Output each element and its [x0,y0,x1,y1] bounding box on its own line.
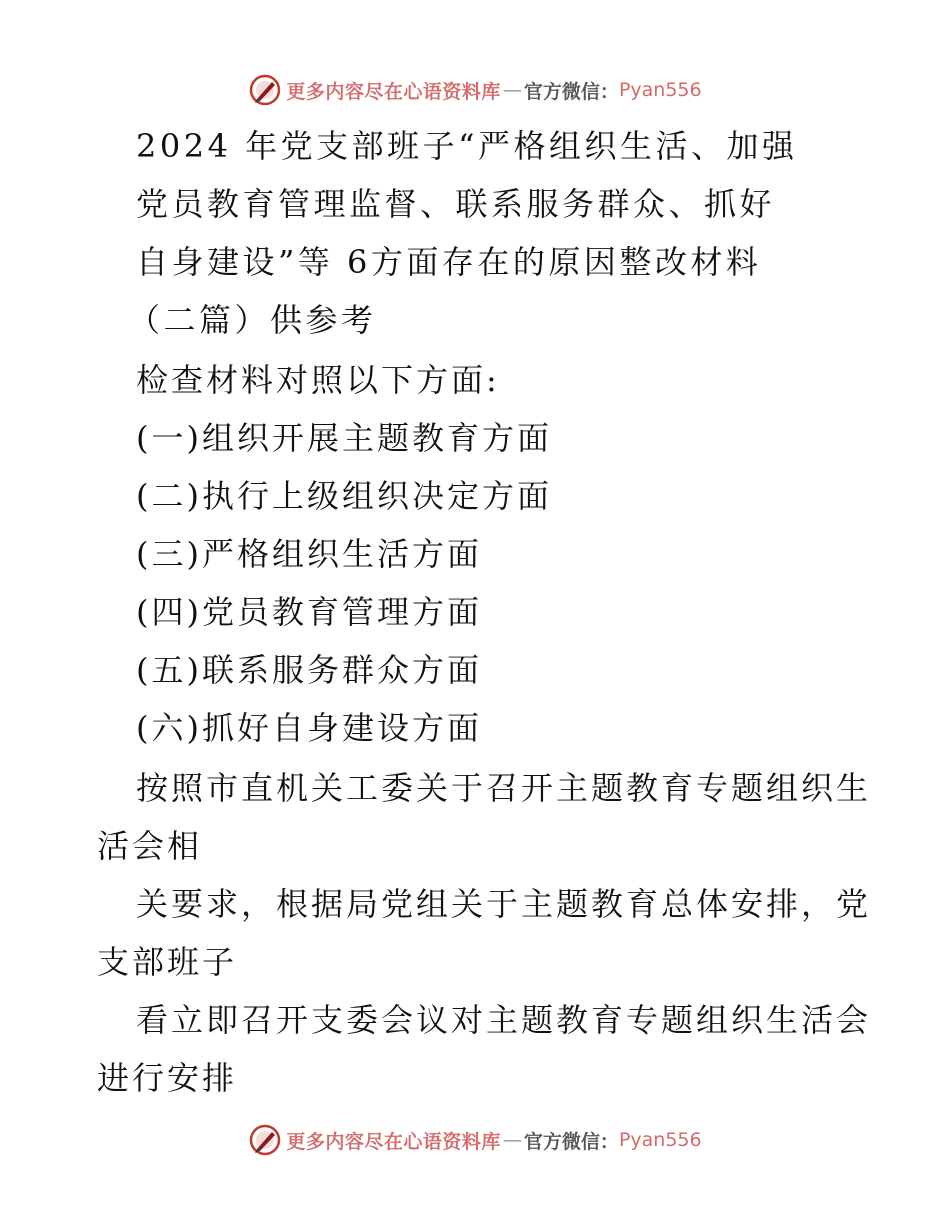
watermark-separator: — [502,79,522,101]
watermark-banner-top [0,70,950,110]
watermark-text: 更多内容尽在心语资料库 [286,80,501,103]
watermark-banner-bottom [0,1120,950,1160]
body-line: 支部班子 [97,943,238,981]
list-item: (四)党员教育管理方面 [136,593,482,631]
list-item: (二)执行上级组织决定方面 [136,477,552,515]
watermark-wechat-label: 官方微信： [523,1130,619,1153]
title-line-1: 2024 年党支部班子“严格组织生活、加强 [136,127,798,165]
body-line: 按照市直机关工委关于召开主题教育专题组织生 [136,769,872,807]
body-line: 活会相 [97,827,203,865]
body-line: 关要求，根据局党组关于主题教育总体安排，党 [136,885,872,923]
title-line-3: 自身建设”等 6方面存在的原因整改材料 [136,243,762,281]
list-item: (一)组织开展主题教育方面 [136,419,552,457]
list-item: (六)抓好自身建设方面 [136,709,482,747]
watermark-separator: — [502,1129,522,1151]
watermark-wechat-id: Pyan556 [618,1129,702,1151]
pen-circle-logo-icon [248,1123,282,1157]
list-item: (三)严格组织生活方面 [136,535,482,573]
list-item: (五)联系服务群众方面 [136,651,482,689]
body-line: 看立即召开支委会议对主题教育专题组织生活会 [136,1001,872,1039]
intro-text: 检查材料对照以下方面: [136,361,500,399]
watermark-wechat-id: Pyan556 [618,79,702,101]
body-line: 进行安排 [97,1059,238,1097]
title-line-2: 党员教育管理监督、联系服务群众、抓好 [136,185,776,223]
pen-circle-logo-icon [248,73,282,107]
watermark-text: 更多内容尽在心语资料库 [286,1130,501,1153]
watermark-wechat-label: 官方微信： [523,80,619,103]
title-line-4: （二篇）供参考 [128,301,377,339]
